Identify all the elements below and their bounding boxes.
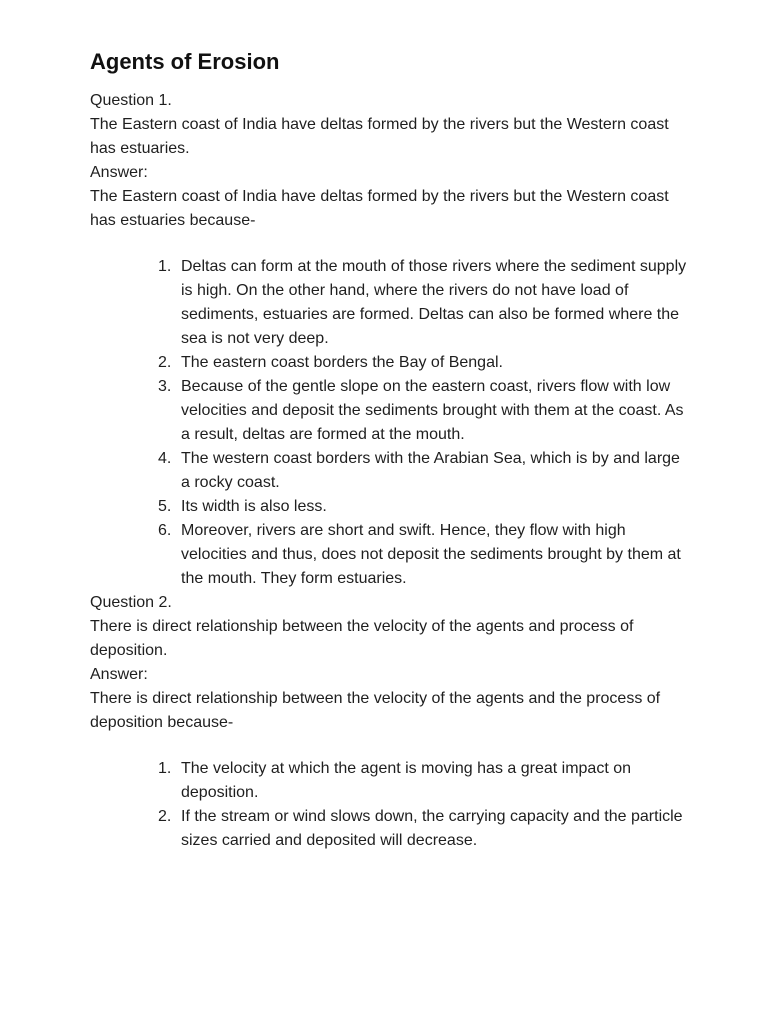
list-number: 4. bbox=[158, 450, 172, 467]
answer-1-list bbox=[90, 255, 690, 591]
list-item-text: The eastern coast borders the Bay of Bengal. bbox=[181, 354, 503, 371]
answer-2-intro: There is direct relationship between the velocity of the agents and the process of deposition because- bbox=[90, 690, 661, 731]
question-1-label: Question 1. bbox=[90, 92, 172, 109]
list-item-text: Because of the gentle slope on the eastern coast, rivers flow with low velocities and deposit the sediments brought with them at the coast. As a result, deltas are formed at the mouth. bbox=[181, 378, 684, 443]
list-number: 2. bbox=[158, 808, 172, 825]
list-item-text: Its width is also less. bbox=[181, 498, 327, 515]
question-2-text: There is direct relationship between the velocity of the agents and process of deposition. bbox=[90, 618, 634, 659]
question-2-label: Question 2. bbox=[90, 594, 172, 611]
list-number: 5. bbox=[158, 498, 172, 515]
answer-2-list bbox=[90, 757, 690, 853]
spacer bbox=[90, 735, 690, 757]
answer-2-label: Answer: bbox=[90, 666, 148, 683]
list-item bbox=[90, 519, 690, 591]
list-item-text: The velocity at which the agent is moving has a great impact on deposition. bbox=[181, 760, 632, 801]
list-item bbox=[90, 805, 690, 853]
list-number: 1. bbox=[158, 760, 172, 777]
question-1-text: The Eastern coast of India have deltas formed by the rivers but the Western coast has estuaries. bbox=[90, 116, 669, 157]
document-page bbox=[90, 46, 690, 853]
list-item bbox=[90, 351, 690, 375]
list-item-text: If the stream or wind slows down, the carrying capacity and the particle sizes carried and deposited will decrease. bbox=[181, 808, 683, 849]
answer-1-label: Answer: bbox=[90, 164, 148, 181]
answer-1-intro: The Eastern coast of India have deltas formed by the rivers but the Western coast has estuaries because- bbox=[90, 188, 669, 229]
list-item bbox=[90, 495, 690, 519]
list-item-text: The western coast borders with the Arabian Sea, which is by and large a rocky coast. bbox=[181, 450, 680, 491]
list-item-text: Moreover, rivers are short and swift. Hence, they flow with high velocities and thus, does not deposit the sediments brought by them at the mouth. They form estuaries. bbox=[181, 522, 681, 587]
list-number: 1. bbox=[158, 258, 172, 275]
list-number: 6. bbox=[158, 522, 172, 539]
list-item bbox=[90, 375, 690, 447]
list-item bbox=[90, 255, 690, 351]
list-item bbox=[90, 757, 690, 805]
list-number: 3. bbox=[158, 378, 172, 395]
list-number: 2. bbox=[158, 354, 172, 371]
list-item-text: Deltas can form at the mouth of those rivers where the sediment supply is high. On the other hand, where the rivers do not have load of sediments, estuaries are formed. Deltas can also be formed where the sea is not very deep. bbox=[181, 258, 687, 347]
page-title: Agents of Erosion bbox=[90, 49, 280, 74]
spacer bbox=[90, 233, 690, 255]
list-item bbox=[90, 447, 690, 495]
